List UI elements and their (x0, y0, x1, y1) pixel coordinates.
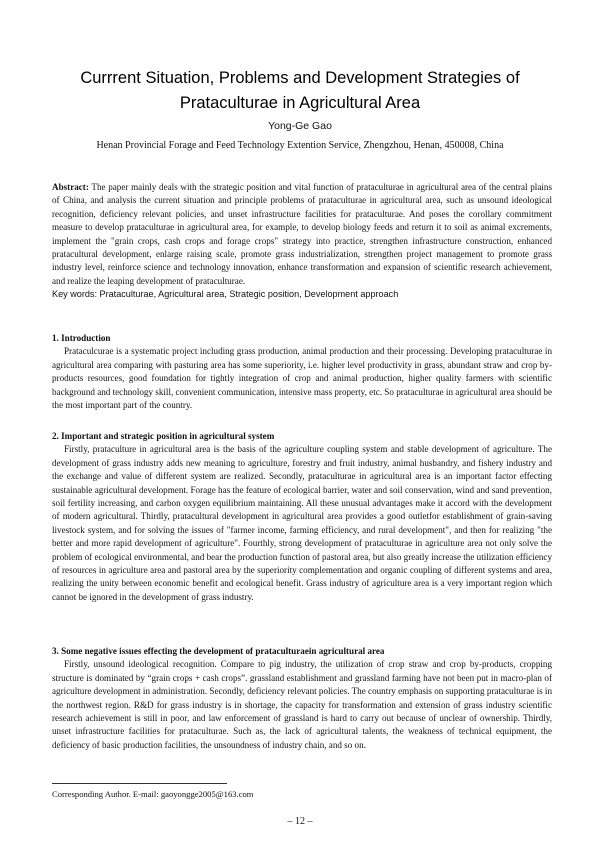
corresponding-author-footnote: Corresponding Author. E-mail: gaoyongge2005@163.com (52, 789, 254, 799)
keywords-label: Key words: (52, 289, 97, 300)
footnote-divider (52, 783, 227, 784)
section-heading: 3. Some negative issues effecting the development of prataculturaein agricultural area (52, 646, 385, 656)
author-name: Yong-Ge Gao (268, 120, 332, 132)
keywords-text: Prataculturae, Agricultural area, Strategic position, Development approach (96, 289, 399, 300)
section-introduction (52, 332, 552, 412)
section-heading: 1. Introduction (52, 333, 111, 343)
abstract-text: The paper mainly deals with the strategic position and vital function of prataculturae in agricultural area of the central plains of China, and analysis the current situation and principle problems of prataculturae in agricultural area, such as unsound ideological recognition, deficiency relevant policies, and unset infrastructure facilities for prataculturae. And poses the corollary commitment measure to develop prataculturae in agricultural area, for example, to develop biology feeds and return it to soil as animal excrements, implement the "grain crops, cash crops and forage crops" strategy into practice, strengthen infrastructure construction, enhanced pratacultural development, enlarge raising scale, promote grass industrialization, strengthen project management to promote grass industry level, reinforce science and technology innovation, enhance transformation and expansion of scientific research achievement, and realize the leaping development of prataculturae. (52, 182, 552, 286)
abstract-label: Abstract: (52, 182, 89, 192)
keywords-paragraph (52, 288, 552, 301)
section-body: Prataculcurae is a systematic project including grass production, animal production and their processing. Developing prataculturae in agricultural area comparing with pasturing area has some superiority, i.e. higher level productivity in grass, abundant straw and crop by-products resources, good foundation for tightly integration of crop and animal production, higher quality farmers with scientific background and technology skill, convenient communication, intensive mass property, etc. So prataculturae in agricultural area should be the most important part of the country. (52, 346, 552, 411)
author-affiliation: Henan Provincial Forage and Feed Technology Extention Service, Zhengzhou, Henan, 450008, China (96, 140, 504, 151)
paper-title-line-1: Currrent Situation, Problems and Development Strategies of (80, 69, 520, 87)
page-number: – 12 – (287, 816, 313, 827)
section-negative-issues (52, 645, 552, 752)
section-body: Firstly, prataculture in agricultural area is the basis of the agriculture coupling system and stable development of agriculture. The development of grass industry adds new meaning to agriculture, forestry and fruit industry, animal husbandry, and fishery industry and the exchange and value of different system are realized. Secondly, prataculturae in agricultural area is an important factor effecting sustainable agricultural development. Forage has the feature of ecological barrier, water and soil conservation, wind and sand prevention, soil fertility increasing, and carbon oxygen equilibrium maintaining. All these unusual advantages make it accord with the development of modern agricultural. Thirdly, pratacultural development in agricultural area provides a good outletfor establishment of grain-saving livestock system, and for solving the issues of "farmer income, farming efficiency, and rural development", and then for realizing "the better and more rapid development of agriculture". Fourthly, strong development of prataculturae in agriculture area not only solve the problem of ecological environmental, and bear the production function of pastoral area, but also greatly increase the utilization efficiency of resources in agriculture area and pastoral area by the superiority complementation and organic coupling of different systems and area, realizing the unity between economic benefit and ecological benefit. Grass industry of agriculture area is a very important region which cannot be ignored in the development of grass industry. (52, 444, 552, 602)
abstract-paragraph (52, 181, 552, 288)
section-heading: 2. Important and strategic position in agricultural system (52, 431, 275, 441)
abstract-block (52, 181, 552, 302)
section-body: Firstly, unsound ideological recognition. Compare to pig industry, the utilization of crop straw and crop by-products, cropping structure is dominated by “grain crops + cash crops”. grassland establishment and grassland farming have not been put in macro-plan of agriculture development in administration. Secondly, deficiency relevant policies. The country emphasis on supporting prataculturae is in the northwest region. R&D for grass industry is in shortage, the capacity for transformation and extension of grass industry scientific research achievement is still in poor, and law enforcement of grassland is hard to carry out because of unclear of ownership. Thirdly, unset infrastructure facilities for prataculturae. Such as, the lack of agricultural talents, the weakness of technical equipment, the deficiency of basic production facilities, the unsoundness of industry chain, and so on. (52, 659, 552, 750)
paper-title-line-2: Prataculturae in Agricultural Area (179, 94, 421, 112)
section-strategic-position (52, 430, 552, 604)
